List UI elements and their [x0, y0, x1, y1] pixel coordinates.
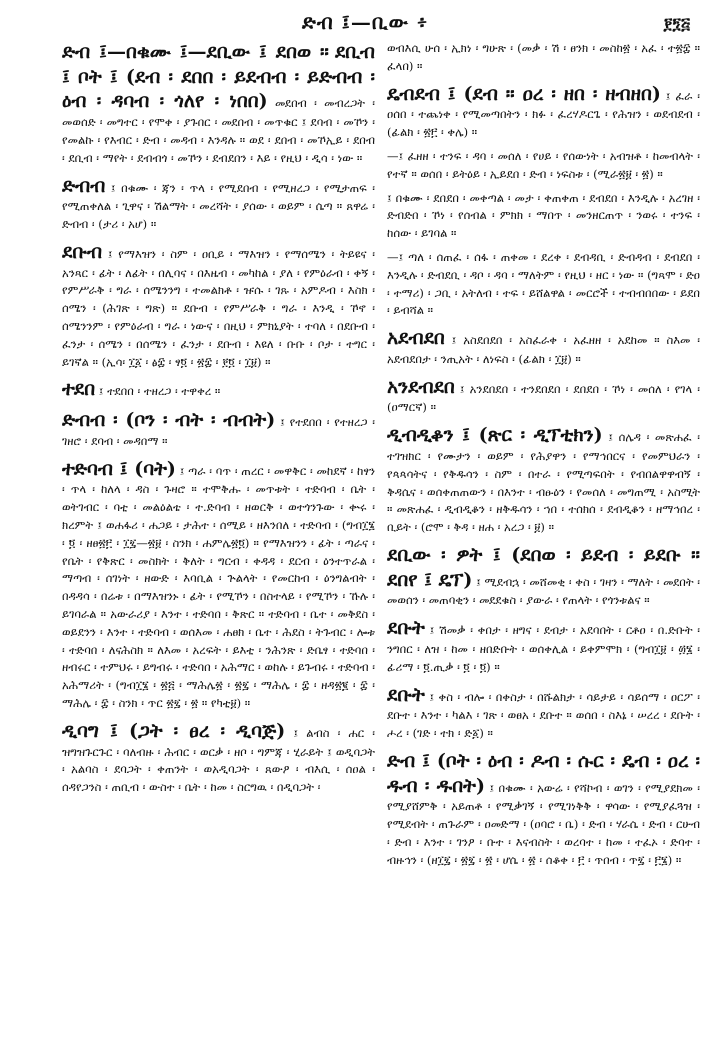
entry-subheadword: ደቢብ ፤ ቦት ፤ (ደብ ፡ ደበበ ፡ ይደብብ ፡ ይድብብ ፡ ዕብ ፡ ዳባብ ፡ ጎለየ ፡ ነበበ) — [62, 41, 375, 113]
entry-headword: ደቡብ — [62, 240, 103, 263]
entry-headword: ድብ ፤ (ቦት ፡ ዕብ ፡ ዶብ ፡ ሱር ፡ ዴብ ፡ ዐረ ፡ ዱብ ፡ ዱበት) — [387, 749, 700, 797]
entry-body: ፤ ሽመቃ ፡ ቀበታ ፡ ዘግና ፡ ደብታ ፡ አደባበት ፡ ርቶዐ ፡ በ.ድቡት ፡ ንግበር ፡ ለዝ ፡ ከመ ፡ ዘበድቡት ፡ ወሰቀሊል ፡ ይቀምሞክ ፡ (ግብ፲፱ ፡ ፴፮ ፡ ፊሪማ ፡ ፬.ጢቃ ፡ ፬ ፡ ፬) ። — [387, 623, 700, 674]
entry-headword: ደቢው ፡ ዎት ፤ (ደበወ ፡ ይደብ ፡ ይደቡ ። ደበየ ፤ ዴፕ) — [387, 544, 700, 591]
entry-body: —፤ ፈዘዘ ፡ ተንፍ ፡ ዳባ ፡ መሰለ ፡ የሀይ ፡ የሰውነት ፡ አብዝቶ ፡ ከመብላት ፡ የተኛ ። ወሰበ ፡ ይትዕይ ፡ ኢይደበ ፡ ድብ ፡ ነፍስቱ ፡ (ሚራ፳፱ ፡ ፳) ። — [387, 148, 700, 181]
text-columns — [62, 40, 700, 1055]
entry-body: ፤ የማእዝን ፡ ስም ፡ ዐቢይ ፡ ማእዝን ፡ የማሰሜን ፡ ትይዩና ፡ አንጻር ፡ ፊት ፡ ለፊት ፡ በሊባና ፡ በእዜብ ፡ መካከል ፡ ያለ ፡ የምዕራብ ፡ ቀኝ ፡ የምሥራቅ ፡ ግራ ፡ ሰሜንንግ ፡ ተመልክቶ ፡ ዡሱ ፡ ገጹ ፡ አምዶብ ፡ እስክ ፡ ሰሜን ፡ (ሕገጽ ፡ ግጽ) ። ደቡብ ፡ የምሥራቅ ፡ ግራ ፡ እንዲ ፡ ኾኖ ፡ ሰሜንንም ፡ የምዕራብ ፡ ግራ ፡ ነውና ፡ በዚህ ፡ ምክኒያት ፡ ተባለ ፡ በደቡብ ፡ ፈንታ ፡ ሰሜን ፡ በሰሜን ፡ ፈንታ ፡ ደቡብ ፡ እዩለ ፡ ቡቡ ፡ ቦታ ፡ ተግር ፡ ይገኛል ። (ኢሳ፡ ፲፩ ፡ ፅ፰ ፡ ፃ፬ ፡ ፳፰ ፡ ፻፬ ፡ ፲፱) ። — [62, 246, 375, 369]
dictionary-entry — [387, 190, 700, 243]
entry-body: ፤ ልብስ ፡ ሐር ፡ ዝግዝጉርጉር ፡ ባለብዙ ፡ ሕብር ፡ ወርቃ ፡ ዘቦ ፡ ግምጃ ፡ ሂራይት ፤ ወዲባጋት ፡ አልባስ ፡ ደባጋት ፡ ቀጠንት ፡ ወአዲባጋት ፡ ጸውዖ ፡ ብእሲ ፡ ሰዐል ፡ ሰዳየጋንስ ፡ ጠቢብ ፡ ውስተ ፡ ቤት ፡ ከመ ፡ ስርግዉ ፡ በዲባጋት ፡ — [62, 725, 375, 795]
dictionary-entry — [62, 40, 375, 168]
dictionary-entry — [62, 174, 375, 234]
entry-body: ፤ ሚደብኋ ፡ መሸመቂ ፡ ቀስ ፡ ገዛን ፡ ማለት ፡ መደበት ፡ መወሰን ፡ መጠባቂን ፡ መደደቁስ ፡ ያውራ ፡ የጠላት ፡ የጎንቱልና ። — [387, 574, 700, 608]
entry-body: ፤ አንደበደበ ፡ ተንደበደበ ፡ ደበደበ ፡ ኾነ ፡ መሰለ ፡ የገላ ፡ (ዐማርኛ) ። — [387, 381, 700, 415]
entry-headword: አደብደበ — [387, 327, 445, 350]
entry-body: ፤ በቁሙ ፡ ደበደበ ፡ መቀጣል ፡ መታ ፡ ቀጠቀጠ ፡ ደብደበ ፡ እንዲሉ ፡ አረገዘ ፡ ድብድበ ፡ ኾነ ፡ የሰብል ፡ ምክክ ፡ ማበጥ ፡ መንዘርጠጥ ፡ ንወሩ ፡ ተንፍ ፡ ከሰው ፡ ይገባል ። — [387, 190, 700, 241]
entry-body: ፤ ፈራ ፡ ዐሰበ ፡ ተጨነቀ ፡ የሚመጣበትን ፡ ክፉ ፡ ፈረሃዶርጌ ፡ የሕዝን ፡ ወደብደብ ፡ (ፊልክ ፡ ፳፫ ፡ ቀሌ) ። — [387, 88, 700, 140]
dictionary-entry — [387, 683, 700, 743]
entry-body: መደበብ ፡ መብረጋት ፡ መወሰድ ፡ መግተር ፡ የሞቀ ፡ ያጉበር ፡ መደበብ ፡ መጥቁር ፤ ደባብ ፡ መኾን ፡ የመልኩ ፡ የእብር ፡ ድብ ፡ መዳብ ፡ እንዳሉ ። ወደ ፡ ደበብ ፡ መኾኢይ ፡ ደበብ ፡ ደቢብ ፡ ማየት ፡ ደብብጎ ፡ መኾን ፡ ደብደበን ፡ እይ ፡ የዚህ ፡ ዲሳ ፡ ነው ። — [62, 96, 375, 165]
dictionary-entry — [387, 82, 700, 142]
entry-body: ፤ ሰሌዳ ፡ መጽሐፈ ፡ ተገዝክር ፡ የሙታን ፡ ወይም ፡ የሕያዋን ፡ የማኅበርና ፡ የመምህራን ፡ የጳጳሳትና ፡ የቅዱሳን ፡ ስም ፡ በተራ ፡ የሚጣፍበት ፡ የብበልዋዋብኝ ፡ ቅዳሴና ፡ ወሰቀጠጠውን ፡ በእንተ ፡ ብፁዕን ፡ የመሰለ ፡ መግጠሚ ፡ አስሚት ። መጽሐፈ ፡ ዲብዲቆን ፡ ዘቅዱሳን ፡ ኀበ ፡ ተሰክሰ ፡ ደብዲቆን ፡ ዘማኅበረ ፡ ቢይት ፡ (ሮሞ ፡ ቅዳ ፡ ዘሐ ፡ አረጋ ፡ ፱) ። — [387, 430, 700, 535]
running-head — [62, 6, 700, 40]
dictionary-entry — [387, 543, 700, 610]
entry-headword: ድብ ፤—በቁሙ ፤—ደቢው ፤ ደበወ ። — [62, 41, 329, 63]
dictionary-entry — [387, 375, 700, 418]
entry-body: ወብእሲ ሁሰ ፡ ኢክነ ፡ ግሁጽ ፡ (መቃ ፡ ሽ ፡ ፀንክ ፡ መስከ፳ ፡ አፈ ፡ ተ፳፰ ። ፈላበ) ። — [387, 41, 700, 73]
dictionary-entry — [387, 423, 700, 537]
entry-body: —፤ ጣለ ፡ ሰጠፈ ፡ ሰፋ ፡ ጠቀመ ፡ ደረቀ ፡ ደብዳቢ ፡ ድብዳብ ፡ ደብደበ ፡ እንዲሉ ፡ ድብደቢ ፡ ዳቦ ፡ ዳባ ፡ ማለትም ፡ የዚህ ፡ ዘር ፡ ነው ። (ግጻሞ ፡ ድዐ ፡ ተማሪ) ፡ ጋቢ ፡ አትለብ ፡ ተፍ ፡ ይሸልዋል ፡ መርሮች ፡ ተብብበበው ፡ ይደበ ፡ ይብሻል ። — [387, 250, 700, 318]
entry-body: ፤ ጣራ ፡ ባጥ ፡ ጠረር ፡ መዋቅር ፡ መከደኛ ፡ ከፃን ፡ ጥላ ፡ ከለላ ፡ ዳስ ፡ ጉዛሮ ። ተሞቅሑ ፡ መጥቱት ፡ ተድባብ ፡ ቤት ፡ ወትገብር ፡ ባቲ ፡ መልዕልቴ ፡ ተ.ድባብ ፡ ዘወርቅ ፡ ወተጎንጉው ፡ ቍሩ ፡ ክረምት ፤ ወሐፋሪ ፡ ሐጋይ ፡ ታሕተ ፡ ሰሚይ ፡ ዘእንበለ ፡ ተድባብ ፡ (ግብ፲፮ ፡ ፬ ፡ ዘፀ፳፫ ፡ ፲፯—፳፱ ፡ ስንክ ፡ ሐምሌ፳፬) ። የማእዝንን ፡ ፊት ፡ ጣራና ፡ የቤት ፡ የቅጽር ፡ መስክት ፡ ቅለት ፡ ግርብ ፡ ቀዳዳ ፡ ደርብ ፡ ዕንተጥራል ፡ ማጣብ ፡ ሰገነት ፡ ዘውድ ፡ እባቢል ፡ ጕልላት ፡ የመርከብ ፡ ዕንግልብት ፡ በዳዳሳ ፡ በሬቱ ፡ በማእዝንኑ ፡ ፊት ፡ የሚኾን ፡ በስተላይ ፡ የሚኾን ፡ ኹሉ ፡ ይገባራል ። አውራሪያ ፡ እንተ ፡ ተድባበ ፡ ቅጽር ። ተድባብ ፡ ቤተ ፡ መቅደስ ፡ ወይደንን ፡ እንተ ፡ ተድባብ ፡ ወሰእመ ፡ ሐፀክ ፡ ቤተ ፡ ሕደስ ፡ ትጉብር ፡ ሎቱ ፡ ተድባበ ፡ ለናሕስክ ። ለእመ ፡ አረፍት ፡ ይእቲ ፡ ንሕንጽ ፡ ድቤፃ ፡ ተድባበ ፡ ዘብሩር ፡ ተምህሩ ፡ ይግብሩ ፡ ተድባበ ፡ አሕማር ፡ ወከሉ ፡ ይጉብሩ ፡ ተድባብ ፡ አሕማሪት ፡ (ግብ፲፮ ፡ ፳፭ ፡ ማሕሌ፳ ፡ ፳፯ ፡ ማሕሌ ፡ ፰ ፡ ዘዳ፳፪ ፡ ፰ ፡ ማሕሌ ፡ ፰ ፡ ስንክ ፡ ጥር ፳፯ ፡ ፳ ። የካቲ፱) ። — [62, 463, 375, 710]
entry-headword: ድብብ ፡ (ቦን ፡ ብት ፡ ብብት) — [62, 409, 276, 432]
dictionary-entry — [62, 457, 375, 713]
entry-headword: ተደበ — [62, 378, 96, 401]
entry-headword: አንደብደበ — [387, 375, 455, 398]
dictionary-entry — [62, 377, 375, 402]
entry-body: ፤ በቁሙ ፡ አውሬ ፡ የሻኮብ ፡ ወገን ፡ የሚያደክመ ፡ የሚያሸምቅ ፡ አይጠቶ ፡ የሚቃገኝ ፡ የሚገነቅቅ ፡ ዋሳው ፡ የሚያፈጓዝ ፡ የሚደብት ፡ ጠጉራም ፡ ዐመድማ ፡ (ዐባሮ ፡ ቤ) ፡ ድብ ፡ ሃራሴ ፡ ድብ ፡ ርሁብ ፡ ድብ ፡ እንተ ፡ ገንዖ ፡ ቡተ ፡ እናብስት ፡ ወረባተ ፡ ከመ ፡ ተፈኦ ፡ ድባተ ፡ ብዙኅን ፡ (ዘ፲፯ ፡ ፳፯ ፡ ፳ ፡ ሆሴ ፡ ፳ ፡ ሰቆቀ ፡ ፫ ፡ ጥበብ ፡ ጥ፯ ፡ ፫፮) ። — [387, 780, 700, 867]
entry-headword: ተድባብ ፤ (ባት) — [62, 457, 176, 480]
dictionary-entry — [387, 40, 700, 76]
dictionary-entry — [387, 616, 700, 676]
dictionary-entry — [387, 749, 700, 870]
entry-headword: ድብብ — [62, 174, 106, 197]
entry-body: ፤ የተደበበ ፡ የተዘረጋ ፡ ገዘሮ ፡ ደባብ ፡ መዳበማ ። — [62, 415, 375, 448]
entry-headword: ዲባግ ፤ (ጋት ፡ ፀረ ፡ ዲባጅ) — [62, 719, 286, 742]
dictionary-entry — [62, 240, 375, 372]
entry-headword: ዲብዲቆን ፤ (ጽር ፡ ዲፕቲክን) — [387, 424, 603, 447]
entry-headword: ደቡት — [387, 683, 425, 706]
entry-body: ፤ ቀስ ፡ ብሎ ፡ በቀስታ ፡ በሹልክታ ፡ ሳይታይ ፡ ሳይሰማ ፡ ዐርፖ ፡ ደቡተ ፡ እንተ ፡ ካልእ ፡ ገጽ ፡ ወፀአ ፡ ደቡተ ። ወሰበ ፡ ስእኔ ፡ ሠረረ ፡ ደቡት ፡ ሖረ ፡ (ገድ ፡ ተክ ፡ ድ፩) ። — [387, 689, 700, 740]
left-column — [62, 40, 375, 1055]
right-column — [387, 40, 700, 1055]
dictionary-entry — [387, 148, 700, 184]
entry-body: ፤ በቁሙ ፡ ጃን ፡ ጥላ ፡ የሚደበብ ፡ የሚዘረጋ ፡ የሚታጠፍ ፡ የሚጠቀለል ፡ ጊዋና ፡ ሽልማት ፡ መረሻት ፡ ያሰው ፡ ወይም ፡ ሴጣ ። ጸዋሬ ፡ ድብብ ፡ (ታሪ ፡ አሆ) ። — [62, 180, 375, 231]
dictionary-entry — [62, 719, 375, 797]
dictionary-entry — [387, 249, 700, 320]
entry-body: ፤ ተደበበ ፡ ተዘረጋ ፡ ተዋቀረ ። — [98, 384, 221, 399]
running-head-word: ድብ ፤—ቢው ፥ — [302, 10, 429, 34]
dictionary-entry — [387, 326, 700, 369]
entry-headword: ደቡት — [387, 617, 425, 640]
entry-body: ፤ አስደበደበ ፡ አስፈራቀ ፡ አፈዘዘ ፡ አደከመ ። ስእመ ፡ አደብደበታ ፡ ንጢአት ፡ ለነፍስ ፡ (ፊልክ ፡ ፲፱) ። — [387, 333, 700, 366]
entry-headword: ዴብደብ ፤ (ደብ ። ዐረ ፡ ዘበ ፡ ዘብዘበ) — [387, 82, 661, 105]
page-number: ፻፺፭ — [663, 14, 690, 33]
dictionary-entry — [62, 408, 375, 451]
